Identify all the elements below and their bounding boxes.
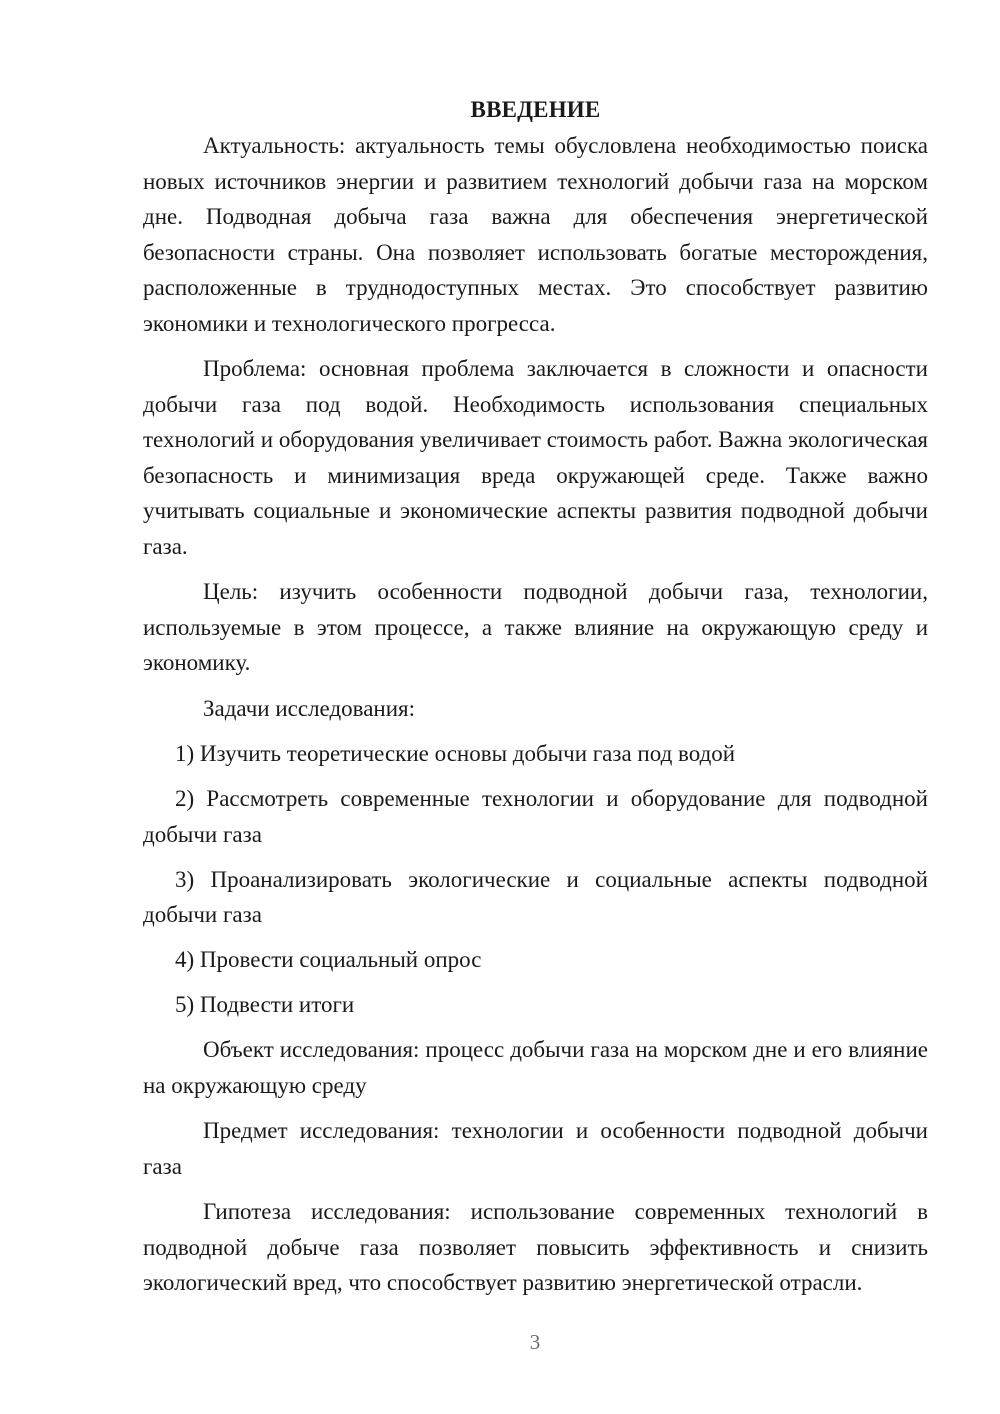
task-item: 1) Изучить теоретические основы добычи газа под водой [175, 741, 736, 766]
tasks-list [143, 736, 928, 1023]
tasks-heading: Задачи исследования: [203, 695, 416, 721]
hypothesis-paragraph: Гипотеза исследования: использование современных технологий в подводной добыче газа позволяет повысить эффективность и снизить экологический вред, что способствует развитию энергетической отрасли. [143, 1199, 928, 1295]
problem-paragraph: Проблема: основная проблема заключается в сложности и опасности добычи газа под водой. Необходимость использования специальных технологий и оборудования увеличивает стоимость работ. Важна экологическая безопасность и минимизация вреда окружающей среде. Также важно учитывать социальные и экономические аспекты развития подводной добычи газа. [143, 356, 928, 559]
page-title: ВВЕДЕНИЕ [470, 97, 601, 122]
task-item: 5) Подвести итоги [175, 992, 355, 1017]
relevance-paragraph: Актуальность: актуальность темы обусловлена необходимостью поиска новых источников энергии и развитием технологий добычи газа на морском дне. Подводная добыча газа важна для обеспечения энергетической безопасности страны. Она позволяет использовать богатые месторождения, расположенные в труднодоступных местах. Это способствует развитию экономики и технологического прогресса. [143, 133, 928, 336]
task-item: 2) Рассмотреть современные технологии и оборудование для подводной добычи газа [143, 786, 928, 847]
task-item: 4) Провести социальный опрос [175, 947, 482, 972]
subject-paragraph: Предмет исследования: технологии и особенности подводной добычи газа [143, 1118, 928, 1179]
object-paragraph: Объект исследования: процесс добычи газа на морском дне и его влияние на окружающую среду [143, 1037, 928, 1098]
document-page [143, 92, 928, 1311]
goal-paragraph: Цель: изучить особенности подводной добычи газа, технологии, используемые в этом процессе, а также влияние на окружающую среду и экономику. [143, 579, 928, 675]
page-number: 3 [529, 1330, 541, 1354]
task-item: 3) Проанализировать экологические и социальные аспекты подводной добычи газа [143, 866, 928, 927]
